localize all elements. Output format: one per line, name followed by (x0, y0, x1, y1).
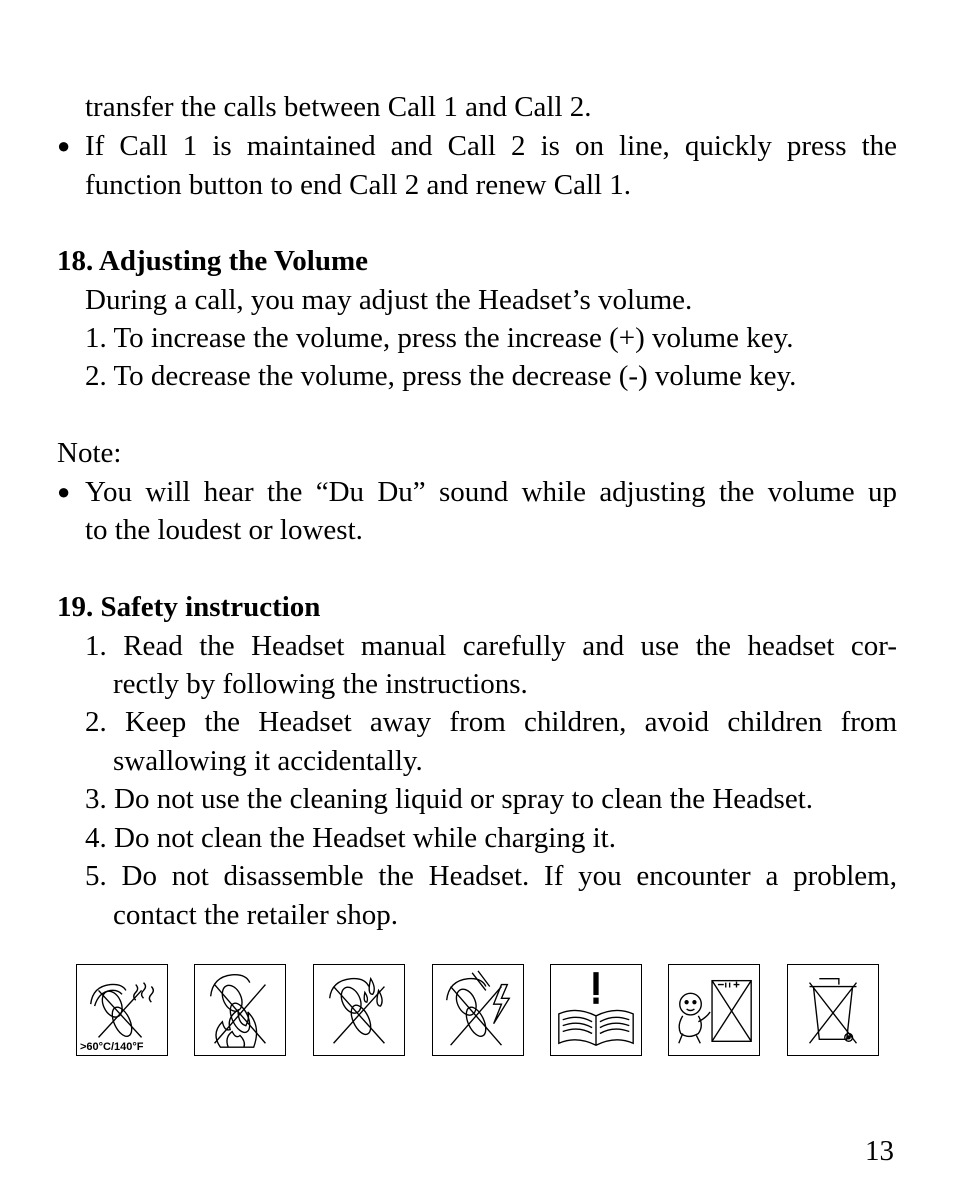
continuation-line: transfer the calls between Call 1 and Call 2. (85, 91, 592, 123)
safety-item-2-line-2: swallowing it accidentally. (113, 745, 423, 777)
safety-icons-row (76, 964, 882, 1058)
no-fire-icon (194, 964, 286, 1056)
no-liquid-icon (313, 964, 405, 1056)
heat-limit-label: >60°C/140°F (80, 1041, 144, 1053)
call-bullet-line-2: function button to end Call 2 and renew Call 1. (85, 169, 632, 201)
bullet: ● (57, 479, 71, 504)
page-number: 13 (865, 1135, 894, 1167)
bullet: ● (57, 133, 71, 158)
note-bullet-line-1: You will hear the “Du Du” sound while adjusting the volume up (85, 476, 897, 508)
safety-item-1-line-2: rectly by following the instructions. (113, 668, 528, 700)
safety-item-4: 4. Do not clean the Headset while charging it. (85, 822, 616, 854)
safety-heading: 19. Safety instruction (57, 591, 321, 623)
call-bullet-line-1: If Call 1 is maintained and Call 2 is on line, quickly press the (85, 130, 897, 162)
note-label: Note: (57, 437, 122, 469)
volume-intro: During a call, you may adjust the Headset’s volume. (85, 284, 693, 316)
volume-item-1: 1. To increase the volume, press the increase (+) volume key. (85, 322, 794, 354)
safety-item-5-line-2: contact the retailer shop. (113, 899, 399, 931)
volume-item-2: 2. To decrease the volume, press the decrease (-) volume key. (85, 360, 797, 392)
volume-heading: 18. Adjusting the Volume (57, 245, 369, 277)
no-heat-icon (76, 964, 168, 1056)
note-bullet-line-2: to the loudest or lowest. (85, 514, 363, 546)
no-electric-shock-icon (432, 964, 524, 1056)
keep-from-children-icon (668, 964, 760, 1056)
safety-item-1-line-1: 1. Read the Headset manual carefully and use the headset cor- (85, 630, 897, 662)
safety-item-3: 3. Do not use the cleaning liquid or spray to clean the Headset. (85, 783, 814, 815)
safety-item-2-line-1: 2. Keep the Headset away from children, avoid children from (85, 706, 897, 738)
read-manual-icon (550, 964, 642, 1056)
no-trash-bin-icon (787, 964, 879, 1056)
safety-item-5-line-1: 5. Do not disassemble the Headset. If you encounter a problem, (85, 860, 897, 892)
